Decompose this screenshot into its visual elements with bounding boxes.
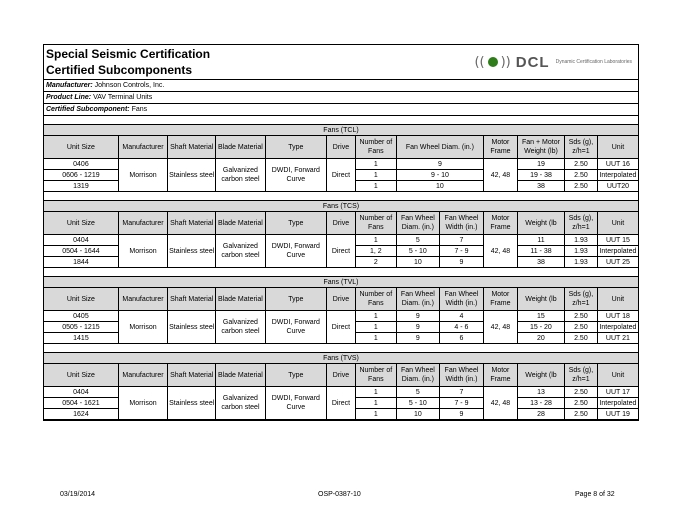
column-header: Unit [597, 288, 638, 311]
wheel-diameter-cell: 9 [396, 311, 439, 322]
fan-tables [44, 116, 638, 420]
number-of-fans-cell: 1 [355, 409, 396, 420]
fan-table [43, 124, 639, 192]
motor-frame-cell: 42, 48 [484, 159, 518, 192]
unit-cell: Interpolated [597, 322, 638, 333]
blade-material-cell: Galvanized carbon steel [216, 159, 265, 192]
footer-doc-id: OSP-0387-10 [318, 491, 361, 498]
unit-cell: UUT 19 [597, 409, 638, 420]
column-header: Sds (g), z/h=1 [565, 212, 598, 235]
column-header: Manufacturer [118, 288, 167, 311]
fan-type-cell: DWDI, Forward Curve [265, 159, 327, 192]
section-title-row [44, 353, 639, 364]
manufacturer-cell: Morrison [118, 311, 167, 344]
unit-size-cell: 1624 [44, 409, 119, 420]
logo-globe-icon [488, 57, 498, 67]
product-line-value: VAV Terminal Units [93, 94, 153, 101]
column-header: Shaft Material [168, 288, 216, 311]
column-header: Blade Material [216, 212, 265, 235]
column-header: Fan Wheel Width (in.) [439, 212, 483, 235]
weight-cell: 19 [517, 159, 564, 170]
number-of-fans-cell: 1 [355, 387, 396, 398]
number-of-fans-cell: 1 [355, 235, 396, 246]
wheel-diameter-cell: 9 [396, 159, 483, 170]
column-header: Sds (g), z/h=1 [565, 288, 598, 311]
shaft-material-cell: Stainless steel [168, 159, 216, 192]
number-of-fans-cell: 1 [355, 181, 396, 192]
wheel-width-cell: 4 - 6 [439, 322, 483, 333]
column-header: Unit Size [44, 364, 119, 387]
table-row [44, 387, 639, 398]
column-header: Unit Size [44, 212, 119, 235]
wheel-width-cell: 4 [439, 311, 483, 322]
column-header: Unit Size [44, 136, 119, 159]
column-header: Type [265, 288, 327, 311]
column-header: Manufacturer [118, 364, 167, 387]
sds-cell: 1.93 [565, 246, 598, 257]
fan-table [43, 276, 639, 344]
motor-frame-cell: 42, 48 [484, 235, 518, 268]
section-title: Fans (TCS) [44, 201, 639, 212]
certification-sheet [43, 44, 639, 421]
header-row [44, 364, 639, 387]
weight-cell: 11 [517, 235, 564, 246]
wheel-diameter-cell: 5 [396, 235, 439, 246]
wheel-width-cell: 7 [439, 235, 483, 246]
column-header: Fan Wheel Diam. (in.) [396, 212, 439, 235]
drive-cell: Direct [327, 311, 356, 344]
column-header: Weight (lb [517, 364, 564, 387]
unit-size-cell: 0404 [44, 235, 119, 246]
blade-material-cell: Galvanized carbon steel [216, 235, 265, 268]
column-header: Motor Frame [484, 136, 518, 159]
column-header: Fan Wheel Width (in.) [439, 288, 483, 311]
unit-cell: Interpolated [597, 170, 638, 181]
column-header: Shaft Material [168, 136, 216, 159]
table-row [44, 311, 639, 322]
section-title: Fans (TVS) [44, 353, 639, 364]
unit-cell: UUT20 [597, 181, 638, 192]
wheel-width-cell: 9 [439, 409, 483, 420]
column-header: Unit [597, 364, 638, 387]
column-header: Type [265, 212, 327, 235]
drive-cell: Direct [327, 387, 356, 420]
number-of-fans-cell: 1 [355, 398, 396, 409]
wheel-width-cell: 9 [439, 257, 483, 268]
header-row [44, 212, 639, 235]
manufacturer-cell: Morrison [118, 159, 167, 192]
sds-cell: 2.50 [565, 398, 598, 409]
weight-cell: 15 - 20 [517, 322, 564, 333]
sds-cell: 1.93 [565, 235, 598, 246]
subcomponent-value: Fans [131, 106, 148, 113]
fan-type-cell: DWDI, Forward Curve [265, 235, 327, 268]
wheel-width-cell: 6 [439, 333, 483, 344]
column-header: Fan + Motor Weight (lb) [517, 136, 564, 159]
blade-material-cell: Galvanized carbon steel [216, 311, 265, 344]
fan-table [43, 352, 639, 420]
manufacturer-value: Johnson Controls, Inc. [94, 82, 165, 89]
column-header: Unit Size [44, 288, 119, 311]
subcomponent-label: Certified Subcomponent: [46, 106, 130, 113]
unit-cell: Interpolated [597, 246, 638, 257]
section-title: Fans (TCL) [44, 125, 639, 136]
footer-date: 03/19/2014 [60, 491, 96, 498]
column-header: Sds (g), z/h=1 [565, 136, 598, 159]
wheel-diameter-cell: 10 [396, 257, 439, 268]
unit-size-cell: 0504 - 1621 [44, 398, 119, 409]
column-header: Drive [327, 364, 356, 387]
motor-frame-cell: 42, 48 [483, 311, 517, 344]
column-header: Blade Material [216, 136, 265, 159]
wheel-diameter-cell: 5 - 10 [396, 398, 439, 409]
unit-size-cell: 0606 - 1219 [44, 170, 119, 181]
column-header: Sds (g), z/h=1 [565, 364, 598, 387]
weight-cell: 19 - 38 [517, 170, 564, 181]
footer-page-number: Page 8 of 32 [575, 491, 615, 498]
manufacturer-cell: Morrison [118, 387, 167, 420]
wheel-diameter-cell: 10 [396, 409, 439, 420]
fan-type-cell: DWDI, Forward Curve [265, 311, 327, 344]
column-header: Unit [597, 136, 638, 159]
weight-cell: 38 [517, 257, 564, 268]
column-header: Type [265, 136, 327, 159]
weight-cell: 15 [517, 311, 564, 322]
column-header: Blade Material [216, 288, 265, 311]
header-row [44, 288, 639, 311]
unit-cell: UUT 25 [597, 257, 638, 268]
weight-cell: 11 - 38 [517, 246, 564, 257]
unit-size-cell: 0405 [44, 311, 119, 322]
column-header: Type [265, 364, 327, 387]
column-header: Manufacturer [118, 136, 167, 159]
motor-frame-cell: 42, 48 [484, 387, 518, 420]
column-header: Weight (lb [517, 212, 564, 235]
column-header: Drive [327, 212, 356, 235]
section-title-row [44, 201, 639, 212]
unit-cell: UUT 18 [597, 311, 638, 322]
column-header: Number of Fans [355, 136, 396, 159]
wheel-diameter-cell: 9 [396, 322, 439, 333]
sds-cell: 2.50 [565, 387, 598, 398]
wheel-width-cell: 7 - 9 [439, 246, 483, 257]
column-header: Fan Wheel Diam. (in.) [396, 136, 483, 159]
wheel-diameter-cell: 5 - 10 [396, 246, 439, 257]
unit-size-cell: 0505 - 1215 [44, 322, 119, 333]
product-line-label: Product Line: [46, 94, 92, 101]
unit-cell: UUT 16 [597, 159, 638, 170]
number-of-fans-cell: 1 [355, 333, 396, 344]
section-title-row [44, 277, 639, 288]
column-header: Blade Material [216, 364, 265, 387]
column-header: Fan Wheel Width (in.) [439, 364, 483, 387]
blade-material-cell: Galvanized carbon steel [216, 387, 265, 420]
sds-cell: 2.50 [565, 322, 598, 333]
column-header: Number of Fans [355, 364, 396, 387]
sds-cell: 2.50 [565, 170, 598, 181]
sds-cell: 2.50 [565, 311, 598, 322]
weight-cell: 28 [517, 409, 564, 420]
column-header: Unit [597, 212, 638, 235]
column-header: Number of Fans [355, 212, 396, 235]
subcomponent-row [44, 104, 638, 116]
unit-cell: UUT 15 [597, 235, 638, 246]
product-line-row [44, 92, 638, 104]
number-of-fans-cell: 1 [355, 170, 396, 181]
column-header: Motor Frame [484, 212, 518, 235]
unit-cell: UUT 17 [597, 387, 638, 398]
unit-size-cell: 1319 [44, 181, 119, 192]
unit-size-cell: 1415 [44, 333, 119, 344]
logo-text: DCL [515, 53, 550, 71]
column-header: Fan Wheel Diam. (in.) [396, 364, 439, 387]
section-title: Fans (TVL) [44, 277, 639, 288]
unit-cell: UUT 21 [597, 333, 638, 344]
manufacturer-row [44, 80, 638, 92]
drive-cell: Direct [327, 235, 356, 268]
logo-wave-left: (( [474, 54, 485, 70]
unit-size-cell: 1844 [44, 257, 119, 268]
number-of-fans-cell: 1, 2 [355, 246, 396, 257]
section-title-row [44, 125, 639, 136]
number-of-fans-cell: 1 [355, 159, 396, 170]
dcl-logo [474, 51, 632, 73]
column-header: Drive [327, 136, 356, 159]
weight-cell: 13 - 28 [517, 398, 564, 409]
manufacturer-cell: Morrison [118, 235, 167, 268]
logo-subtitle: Dynamic Certification Laboratories [555, 59, 632, 65]
sds-cell: 2.50 [565, 181, 598, 192]
sds-cell: 1.93 [565, 257, 598, 268]
number-of-fans-cell: 2 [355, 257, 396, 268]
document-title: Special Seismic Certification [46, 47, 211, 61]
shaft-material-cell: Stainless steel [168, 311, 216, 344]
shaft-material-cell: Stainless steel [168, 387, 216, 420]
weight-cell: 38 [517, 181, 564, 192]
unit-size-cell: 0504 - 1644 [44, 246, 119, 257]
unit-cell: Interpolated [597, 398, 638, 409]
document-subtitle: Certified Subcomponents [46, 63, 193, 77]
column-header: Shaft Material [168, 212, 216, 235]
table-row [44, 159, 639, 170]
logo-wave-right: )) [500, 54, 511, 70]
unit-size-cell: 0404 [44, 387, 119, 398]
sds-cell: 2.50 [565, 333, 598, 344]
wheel-diameter-cell: 9 - 10 [396, 170, 483, 181]
column-header: Manufacturer [118, 212, 167, 235]
column-header: Motor Frame [484, 364, 518, 387]
weight-cell: 20 [517, 333, 564, 344]
number-of-fans-cell: 1 [355, 322, 396, 333]
shaft-material-cell: Stainless steel [168, 235, 216, 268]
column-header: Drive [327, 288, 356, 311]
wheel-width-cell: 7 - 9 [439, 398, 483, 409]
unit-size-cell: 0406 [44, 159, 119, 170]
weight-cell: 13 [517, 387, 564, 398]
sds-cell: 2.50 [565, 409, 598, 420]
column-header: Weight (lb [517, 288, 564, 311]
number-of-fans-cell: 1 [355, 311, 396, 322]
sds-cell: 2.50 [565, 159, 598, 170]
wheel-width-cell: 7 [439, 387, 483, 398]
column-header: Fan Wheel Diam. (in.) [396, 288, 439, 311]
column-header: Number of Fans [355, 288, 396, 311]
drive-cell: Direct [327, 159, 356, 192]
column-header: Shaft Material [168, 364, 216, 387]
header-row [44, 136, 639, 159]
wheel-diameter-cell: 10 [396, 181, 483, 192]
wheel-diameter-cell: 9 [396, 333, 439, 344]
fan-table [43, 200, 639, 268]
fan-type-cell: DWDI, Forward Curve [265, 387, 327, 420]
document-header [44, 45, 638, 80]
wheel-diameter-cell: 5 [396, 387, 439, 398]
table-row [44, 235, 639, 246]
column-header: Motor Frame [483, 288, 517, 311]
manufacturer-label: Manufacturer: [46, 82, 93, 89]
